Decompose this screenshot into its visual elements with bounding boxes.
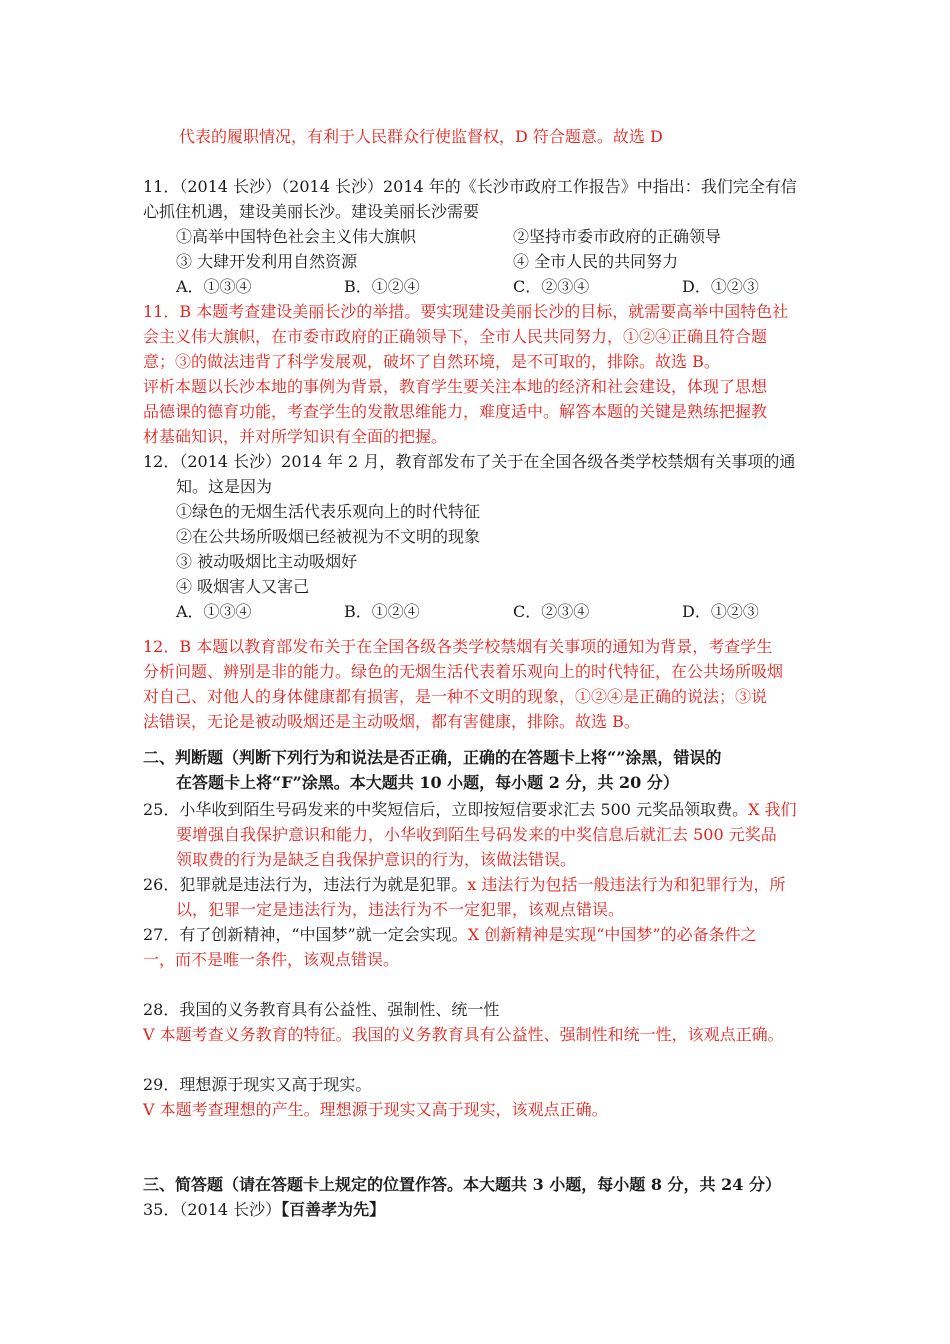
q11-analysis-line: 材基础知识，并对所学知识有全面的把握。 <box>143 427 448 446</box>
q12-option-1: ①绿色的无烟生活代表乐观向上的时代特征 <box>176 502 481 521</box>
q12-answer-line: 分析问题、辨别是非的能力。绿色的无烟生活代表着乐观向上的时代特征，在公共场所吸烟 <box>143 662 784 681</box>
q12-stem-line1: 12．（2014 长沙）2014 年 2 月，教育部发布了关于在全国各级各类学校禁烟有关事项的通 <box>143 452 796 471</box>
q28-answer: V 本题考查义务教育的特征。我国的义务教育具有公益性、强制性和统一性，该观点正确。 <box>143 1025 784 1044</box>
q11-option-1: ①高举中国特色社会主义伟大旗帜 <box>176 227 417 246</box>
q29-answer: V 本题考查理想的产生。理想源于现实又高于现实，该观点正确。 <box>143 1100 608 1119</box>
q27-line1 <box>143 925 757 945</box>
top-answer-text: 代表的履职情况，有利于人民群众行使监督权，D 符合题意。故选 D <box>179 127 663 146</box>
q35-title: 【百善孝为先】 <box>281 1200 386 1219</box>
q25-stem: 25．小华收到陌生号码发来的中奖短信后，立即按短信要求汇去 500 元奖品领取费。 <box>143 800 749 819</box>
q12-choice-a: A．①③④ <box>176 602 252 621</box>
q26-answer-start: x 违法行为包括一般违法行为和犯罪行为，所 <box>467 875 786 894</box>
section3-heading: 三、简答题（请在答题卡上规定的位置作答。本大题共 3 小题，每小题 8 分，共 24 分） <box>143 1175 781 1194</box>
q12-choice-b: B．①②④ <box>344 602 420 621</box>
q12-option-2: ②在公共场所吸烟已经被视为不文明的现象 <box>176 527 481 546</box>
q27-answer-line2: 一，而不是唯一条件，该观点错误。 <box>143 950 400 969</box>
q11-stem-line1: 11．（2014 长沙）（2014 长沙）2014 年的《长沙市政府工作报告》中指出：我们完全有信 <box>143 177 797 196</box>
q11-analysis-line: 品德课的德育功能，考查学生的发散思维能力，难度适中。解答本题的关键是熟练把握教 <box>143 402 768 421</box>
section2-heading-line1: 二、判断题（判断下列行为和说法是否正确，正确的在答题卡上将“”涂黑，错误的 <box>143 748 722 767</box>
q11-choice-a: A．①③④ <box>176 277 252 296</box>
section2-heading-line2: 在答题卡上将“F”涂黑。本大题共 10 小题，每小题 2 分，共 20 分） <box>176 773 679 792</box>
q12-answer-line: 12．B 本题以教育部发布关于在全国各级各类学校禁烟有关事项的通知为背景，考查学生 <box>143 637 773 656</box>
q12-answer-line: 法错误，无论是被动吸烟还是主动吸烟，都有害健康，排除。故选 B。 <box>143 712 640 731</box>
q11-option-4: ④ 全市人民的共同努力 <box>513 252 679 271</box>
q12-choice-d: D．①②③ <box>682 602 759 621</box>
q25-answer-start: X 我们 <box>748 800 797 819</box>
q35-prefix: 35．（2014 长沙） <box>143 1200 282 1219</box>
q35-line <box>143 1200 385 1220</box>
q28-stem: 28．我国的义务教育具有公益性、强制性、统一性 <box>143 1000 500 1019</box>
q27-answer-start: X 创新精神是实现“中国梦”的必备条件之 <box>467 925 757 944</box>
q11-choice-b: B．①②④ <box>344 277 420 296</box>
q27-stem: 27．有了创新精神，“中国梦”就一定会实现。 <box>143 925 468 944</box>
q12-option-3: ③ 被动吸烟比主动吸烟好 <box>176 552 358 571</box>
q26-stem: 26．犯罪就是违法行为，违法行为就是犯罪。 <box>143 875 468 894</box>
q12-stem-line2: 知。这是因为 <box>176 477 273 496</box>
q12-option-4: ④ 吸烟害人又害己 <box>176 577 310 596</box>
q12-choice-c: C．②③④ <box>513 602 590 621</box>
q29-stem: 29．理想源于现实又高于现实。 <box>143 1075 372 1094</box>
q26-answer-line2: 以，犯罪一定是违法行为，违法行为不一定犯罪，该观点错误。 <box>176 900 625 919</box>
q25-answer-line2: 要增强自我保护意识和能力，小华收到陌生号码发来的中奖信息后就汇去 500 元奖品 <box>176 825 777 844</box>
q11-option-2: ②坚持市委市政府的正确领导 <box>513 227 722 246</box>
q11-option-3: ③ 大肆开发利用自然资源 <box>176 252 358 271</box>
q25-line1 <box>143 800 797 820</box>
q11-choice-d: D．①②③ <box>682 277 759 296</box>
q26-line1 <box>143 875 786 895</box>
q11-answer-line: 意；③的做法违背了科学发展观，破坏了自然环境，是不可取的，排除。故选 B。 <box>143 352 720 371</box>
q11-stem-line2: 心抓住机遇，建设美丽长沙。建设美丽长沙需要 <box>143 202 480 221</box>
q12-answer-line: 对自己、对他人的身体健康都有损害，是一种不文明的现象，①②④是正确的说法；③说 <box>143 687 768 706</box>
q25-answer-line3: 领取费的行为是缺乏自我保护意识的行为，该做法错误。 <box>176 850 577 869</box>
q11-analysis-line: 评析本题以长沙本地的事例为背景，教育学生要关注本地的经济和社会建设，体现了思想 <box>143 377 768 396</box>
q11-answer-line: 会主义伟大旗帜，在市委市政府的正确领导下，全市人民共同努力，①②④正确且符合题 <box>143 327 768 346</box>
q11-choice-c: C．②③④ <box>513 277 590 296</box>
q11-answer-line: 11．B 本题考查建设美丽长沙的举措。要实现建设美丽长沙的目标，就需要高举中国特色社 <box>143 302 789 321</box>
